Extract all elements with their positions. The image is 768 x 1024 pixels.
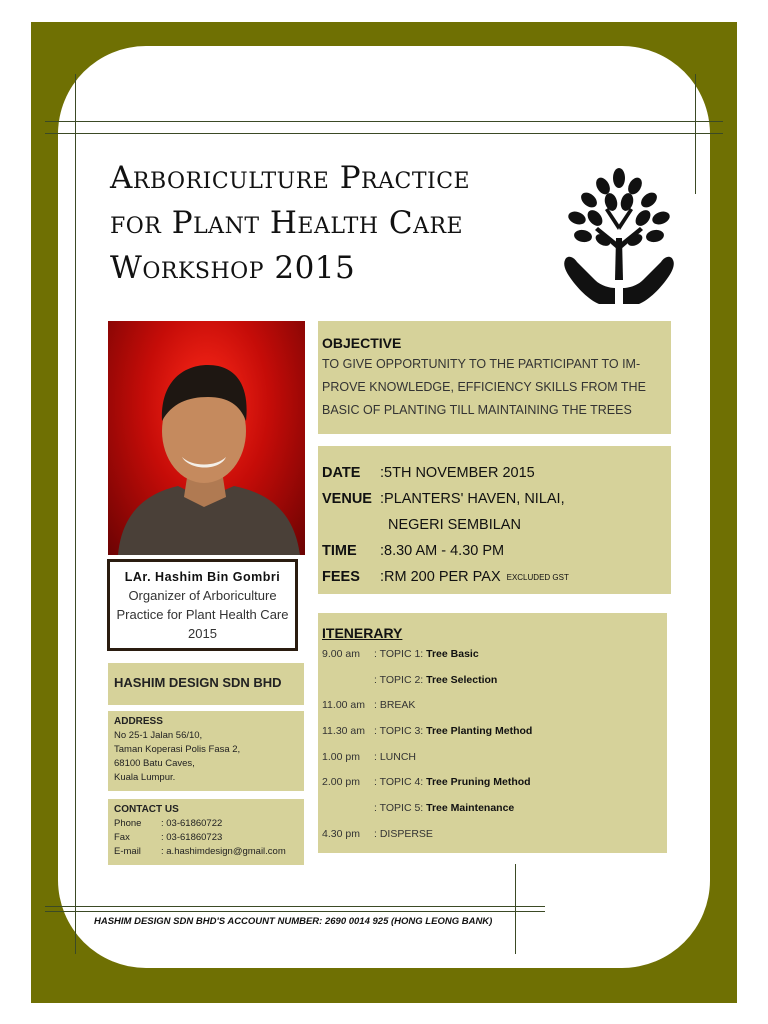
address-line: Taman Koperasi Polis Fasa 2, [114, 744, 241, 755]
itinerary-sep: : LUNCH [374, 750, 417, 763]
date-label: DATE [322, 465, 361, 481]
fees-value: :RM 200 PER PAX [380, 569, 501, 585]
contact-value: : 03-61860722 [161, 818, 223, 829]
itinerary-item: Tree Planting Method [426, 724, 533, 737]
itinerary-row [322, 769, 663, 795]
venue-row [322, 486, 667, 512]
venue-row-2 [322, 512, 667, 538]
address-line: Kuala Lumpur. [114, 772, 176, 783]
fees-row [322, 564, 667, 590]
contact-panel [108, 799, 304, 865]
objective-panel [318, 321, 671, 434]
itinerary-sep: : TOPIC 2: [374, 673, 424, 686]
organizer-name: LAr. Hashim Bin Gombri [124, 570, 281, 584]
role-line: Organizer of Arboriculture [128, 588, 277, 603]
venue-label: VENUE [322, 491, 372, 507]
portrait-illustration [108, 321, 305, 555]
contact-value: : 03-61860723 [161, 832, 223, 843]
role-line: 2015 [188, 626, 217, 641]
itinerary-sep: : TOPIC 3: [374, 724, 424, 737]
organizer-role [110, 586, 295, 643]
contact-row [114, 831, 298, 845]
crop-line [45, 906, 545, 907]
itinerary-time: 9.00 am [322, 647, 360, 660]
itinerary-row [322, 692, 663, 718]
itinerary-time: 2.00 pm [322, 776, 360, 789]
crop-line [515, 864, 516, 954]
workshop-title [110, 156, 570, 291]
organizer-portrait [108, 321, 305, 555]
itinerary-row [322, 667, 663, 693]
venue-value: :PLANTERS' HAVEN, NILAI, [380, 491, 565, 507]
itinerary-sep: : TOPIC 1: [374, 647, 424, 660]
crop-line [45, 133, 723, 134]
contact-value: : a.hashimdesign@gmail.com [161, 846, 286, 857]
itinerary-row [322, 795, 663, 821]
itinerary-item: Tree Selection [426, 673, 498, 686]
address-heading: ADDRESS [114, 716, 163, 727]
contact-label: E-mail [114, 846, 141, 857]
itinerary-row [322, 821, 663, 847]
itinerary-sep: : BREAK [374, 699, 416, 712]
event-details-panel [318, 446, 671, 594]
crop-line [45, 121, 723, 122]
objective-line: PROVE KNOWLEDGE, EFFICIENCY SKILLS FROM THE [322, 380, 646, 394]
tree-in-hands-icon [555, 160, 683, 308]
title-line: Workshop 2015 [110, 250, 356, 286]
itinerary-sep: : DISPERSE [374, 827, 433, 840]
address-line: No 25-1 Jalan 56/10, [114, 730, 203, 741]
contact-row [114, 817, 298, 831]
itinerary-time: 11.30 am [322, 724, 365, 737]
time-label: TIME [322, 543, 357, 559]
itinerary-item: Tree Basic [426, 647, 479, 660]
contact-label: Fax [114, 832, 130, 843]
company-name: HASHIM DESIGN SDN BHD [108, 663, 304, 705]
bank-account-note: HASHIM DESIGN SDN BHD'S ACCOUNT NUMBER: 2690 0014 925 (HONG LEONG BANK) [94, 916, 493, 927]
contact-row [114, 845, 298, 859]
title-line: Arboriculture Practice [110, 160, 471, 196]
itinerary-panel [318, 613, 667, 853]
time-value: :8.30 AM - 4.30 PM [380, 543, 505, 559]
itinerary-item: Tree Pruning Method [426, 776, 531, 789]
objective-heading: OBJECTIVE [322, 335, 402, 351]
objective-line: TO GIVE OPPORTUNITY TO THE PARTICIPANT TO IM- [322, 357, 641, 371]
itinerary-row [322, 718, 663, 744]
crop-line [45, 911, 545, 912]
itinerary-item: Tree Maintenance [426, 801, 515, 814]
venue-value-2: NEGERI SEMBILAN [388, 517, 521, 533]
address-line: 68100 Batu Caves, [114, 758, 195, 769]
objective-text [322, 353, 667, 422]
organizer-card [107, 559, 298, 651]
date-value: :5TH NOVEMBER 2015 [380, 465, 535, 481]
crop-line [75, 74, 76, 954]
itinerary-time: 4.30 pm [322, 827, 360, 840]
address-panel [108, 711, 304, 791]
itinerary-sep: : TOPIC 5: [374, 801, 424, 814]
itinerary-row [322, 641, 663, 667]
itinerary-heading: ITENERARY [322, 625, 403, 641]
time-row [322, 538, 667, 564]
fees-label: FEES [322, 569, 360, 585]
title-line: for Plant Health Care [110, 205, 464, 241]
fees-note: EXCLUDED GST [506, 572, 569, 582]
crop-line [695, 74, 696, 194]
date-row [322, 460, 667, 486]
role-line: Practice for Plant Health Care [116, 607, 289, 622]
contact-heading: CONTACT US [114, 804, 179, 815]
itinerary-sep: : TOPIC 4: [374, 776, 424, 789]
itinerary-time: 11.00 am [322, 699, 365, 712]
objective-line: BASIC OF PLANTING TILL MAINTAINING THE TREES [322, 403, 632, 417]
itinerary-row [322, 744, 663, 770]
itinerary-time: 1.00 pm [322, 750, 360, 763]
contact-label: Phone [114, 818, 142, 829]
